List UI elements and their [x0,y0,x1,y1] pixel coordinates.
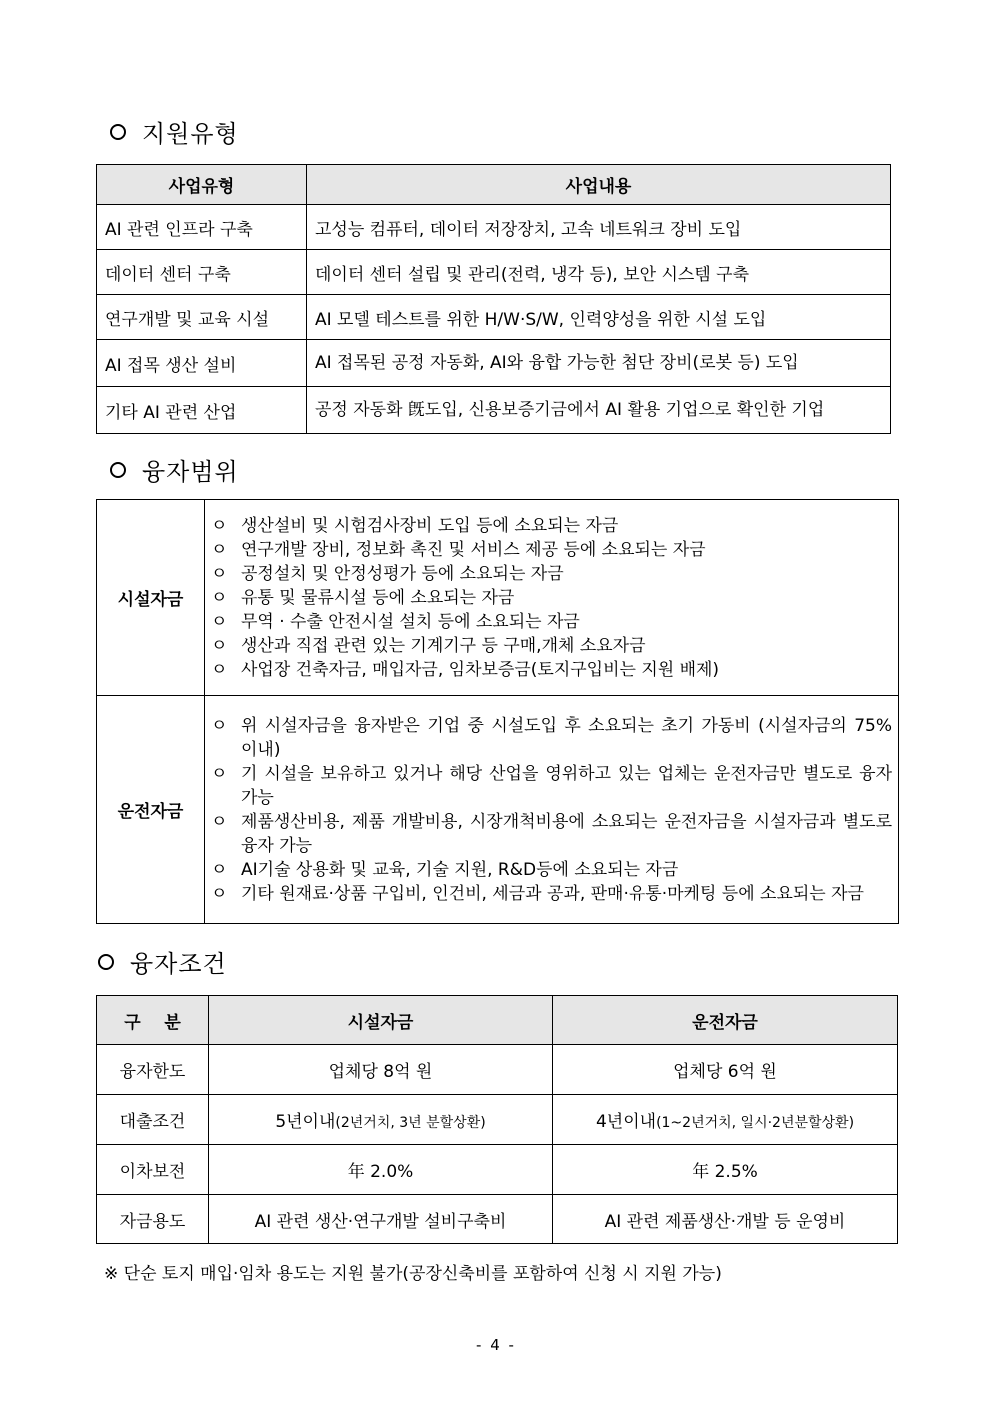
list-item [211,514,892,538]
list-item-text: 무역 · 수출 안전시설 설치 등에 소요되는 자금 [241,611,580,632]
period-text: 5년이내 [275,1112,336,1132]
circle-bullet-icon: ㅇ [211,659,228,680]
period-text: 4년이내 [595,1112,657,1132]
content-cell: AI 접목된 공정 자동화, AI와 융합 가능한 첨단 장비(로봇 등) 도입 [307,340,891,387]
facility-label-cell: 시설자금 [97,500,205,696]
period-detail-text: (2년거치, 3년 분할상환) [335,1115,486,1131]
list-item-text: 제품생산비용, 제품 개발비용, 시장개척비용에 소요되는 운전자금을 시설자금과 별도로 융자 가능 [241,811,892,856]
table-row [97,1095,898,1145]
type-cell: AI 관련 인프라 구축 [97,205,307,250]
table-header-row [97,996,898,1045]
header-cell: 사업유형 [97,165,307,205]
list-item [211,714,892,762]
facility-items-cell [205,500,899,696]
circle-bullet-icon: ㅇ [211,611,228,632]
table-header-row [97,165,891,205]
header-cell: 사업내용 [307,165,891,205]
header-cell: 구 분 [97,996,209,1045]
operating-item-list [205,710,898,910]
section-title-scope: 융자범위 [110,452,239,487]
term-label-cell: 자금용도 [97,1195,209,1244]
list-item [211,858,892,882]
list-item [211,562,892,586]
table-row [97,696,899,924]
operating-value-cell: 업체당 6억 원 [553,1045,898,1095]
circle-bullet-icon: ㅇ [211,515,228,536]
list-item-text: 생산설비 및 시험검사장비 도입 등에 소요되는 자금 [241,515,619,536]
circle-bullet-icon: ㅇ [211,883,228,904]
list-item-text: AI기술 상용화 및 교육, 기술 지원, R&D등에 소요되는 자금 [241,859,679,880]
circle-bullet-icon: ㅇ [211,763,228,784]
list-item-text: 생산과 직접 관련 있는 기계기구 등 구매,개체 소요자금 [241,635,646,656]
circle-bullet-icon: ㅇ [211,811,228,832]
operating-value-cell: 年 2.5% [553,1145,898,1195]
support-types-table [96,164,891,434]
list-item [211,810,892,858]
type-cell: 데이터 센터 구축 [97,250,307,295]
term-label-cell: 융자한도 [97,1045,209,1095]
section-title-terms: 융자조건 [98,944,227,979]
operating-value-cell [553,1095,898,1145]
header-cell: 시설자금 [209,996,553,1045]
circle-bullet-icon [110,462,126,478]
operating-label-cell: 운전자금 [97,696,205,924]
content-cell: 고성능 컴퓨터, 데이터 저장장치, 고속 네트워크 장비 도입 [307,205,891,250]
footnote: ※ 단순 토지 매입·임차 용도는 지원 불가(공장신축비를 포함하여 신청 시 지원 가능) [104,1264,722,1284]
facility-value-cell: 年 2.0% [209,1145,553,1195]
facility-value-cell: 업체당 8억 원 [209,1045,553,1095]
list-item-text: 연구개발 장비, 정보화 촉진 및 서비스 제공 등에 소요되는 자금 [241,539,706,560]
list-item [211,658,892,682]
table-row [97,250,891,295]
table-row [97,340,891,387]
circle-bullet-icon [110,124,126,140]
list-item-text: 위 시설자금을 융자받은 기업 중 시설도입 후 소요되는 초기 가동비 (시설자금의 75% 이내) [241,715,892,760]
facility-item-list [205,510,898,686]
circle-bullet-icon: ㅇ [211,859,228,880]
content-cell: 공정 자동화 旣도입, 신용보증기금에서 AI 활용 기업으로 확인한 기업 [307,387,891,434]
facility-value-cell [209,1095,553,1145]
list-item [211,634,892,658]
loan-terms-table [96,995,898,1244]
type-cell: 연구개발 및 교육 시설 [97,295,307,340]
circle-bullet-icon: ㅇ [211,715,228,736]
table-row [97,1045,898,1095]
term-label-cell: 이차보전 [97,1145,209,1195]
list-item [211,538,892,562]
table-row [97,500,899,696]
content-cell: AI 모델 테스트를 위한 H/W·S/W, 인력양성을 위한 시설 도입 [307,295,891,340]
loan-scope-table [96,499,899,924]
operating-value-cell: AI 관련 제품생산·개발 등 운영비 [553,1195,898,1244]
content-cell: 데이터 센터 설립 및 관리(전력, 냉각 등), 보안 시스템 구축 [307,250,891,295]
list-item [211,610,892,634]
table-row [97,387,891,434]
list-item-text: 기 시설을 보유하고 있거나 해당 산업을 영위하고 있는 업체는 운전자금만 별도로 융자 가능 [241,763,892,808]
operating-items-cell [205,696,899,924]
circle-bullet-icon: ㅇ [211,539,228,560]
list-item [211,762,892,810]
list-item-text: 공정설치 및 안정성평가 등에 소요되는 자금 [241,563,564,584]
list-item-text: 기타 원재료·상품 구입비, 인건비, 세금과 공과, 판매·유통·마케팅 등에 소요되는 자금 [241,883,864,904]
circle-bullet-icon: ㅇ [211,563,228,584]
list-item-text: 사업장 건축자금, 매입자금, 임차보증금(토지구입비는 지원 배제) [241,659,720,680]
list-item [211,882,892,906]
facility-value-cell: AI 관련 생산·연구개발 설비구축비 [209,1195,553,1244]
type-cell: 기타 AI 관련 산업 [97,387,307,434]
circle-bullet-icon: ㅇ [211,635,228,656]
circle-bullet-icon [98,954,114,970]
section-title-types: 지원유형 [110,114,239,149]
page-number: - 4 - [476,1336,516,1354]
list-item-text: 유통 및 물류시설 등에 소요되는 자금 [241,587,515,608]
list-item [211,586,892,610]
table-row [97,295,891,340]
type-cell: AI 접목 생산 설비 [97,340,307,387]
table-row [97,205,891,250]
term-label-cell: 대출조건 [97,1095,209,1145]
circle-bullet-icon: ㅇ [211,587,228,608]
table-row [97,1145,898,1195]
period-detail-text: (1~2년거치, 일시·2년분할상환) [656,1115,855,1131]
table-row [97,1195,898,1244]
header-cell: 운전자금 [553,996,898,1045]
